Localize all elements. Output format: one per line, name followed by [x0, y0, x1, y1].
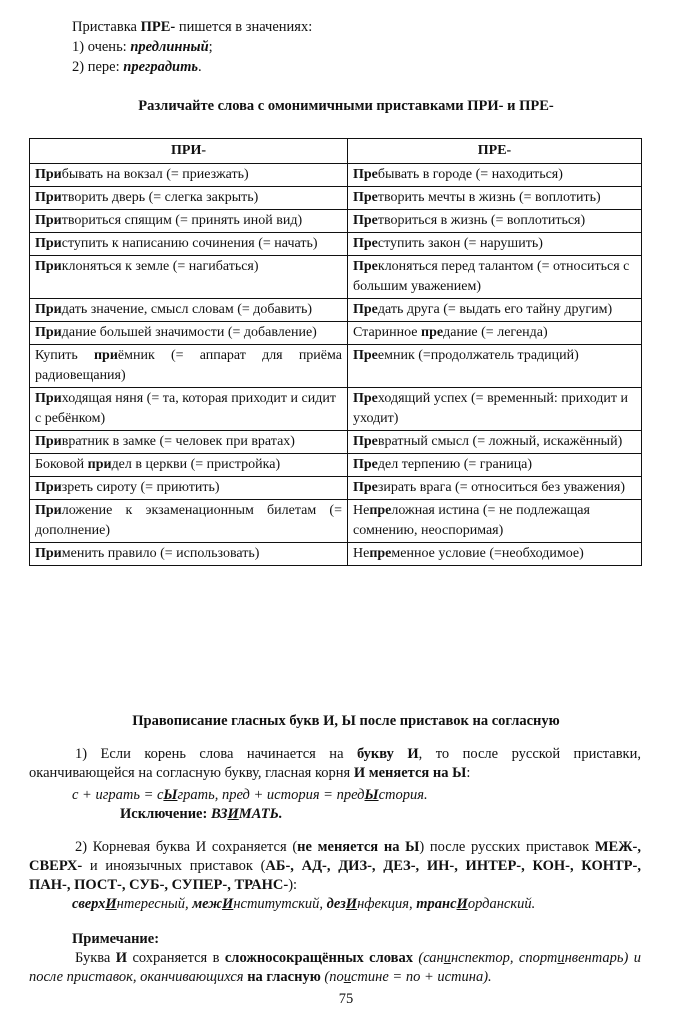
table-row — [30, 477, 642, 500]
table-row — [30, 164, 642, 187]
cell-pre: Превратный смысл (= ложный, искажённый) — [348, 431, 642, 454]
cell-pri: Приступить к написанию сочинения (= начать) — [30, 233, 348, 256]
table-row — [30, 543, 642, 566]
exception-line: Исключение: ВЗИМАТЬ. — [120, 806, 283, 822]
table-body — [30, 164, 642, 566]
table-row — [30, 454, 642, 477]
cell-pre: Старинное предание (= легенда) — [348, 322, 642, 345]
table-row — [30, 322, 642, 345]
table-row — [30, 187, 642, 210]
cell-pri: Боковой придел в церкви (= пристройка) — [30, 454, 348, 477]
cell-pre: Пребывать в городе (= находиться) — [348, 164, 642, 187]
page-number: 75 — [338, 991, 354, 1007]
section-heading: Правописание гласных букв И, Ы после приставок на согласную — [132, 713, 560, 729]
intro-line-1: Приставка ПРЕ- пишется в значениях: — [72, 19, 313, 35]
cell-pri: Применить правило (= использовать) — [30, 543, 348, 566]
cell-pri: Придать значение, смысл словам (= добавить) — [30, 299, 348, 322]
intro-line-2: 1) очень: предлинный; — [72, 39, 213, 55]
cell-pri: Притворить дверь (= слегка закрыть) — [30, 187, 348, 210]
cell-pre: Непременное условие (=необходимое) — [348, 543, 642, 566]
cell-pri: Приклоняться к земле (= нагибаться) — [30, 256, 348, 299]
header-pri: ПРИ- — [30, 139, 348, 164]
header-pre: ПРЕ- — [348, 139, 642, 164]
intro-block — [72, 18, 632, 78]
example-word: сверхИнтересный, — [72, 896, 193, 912]
cell-pri: Приходящая няня (= та, которая приходит и сидит с ребёнком) — [30, 388, 348, 431]
rule-1-paragraph: 1) Если корень слова начинается на букву И, то после русской приставки, оканчивающейся на согласную букву, гласная корня И меняется на Ы: — [29, 746, 641, 781]
cell-pri: Прибывать на вокзал (= приезжать) — [30, 164, 348, 187]
cell-pre: Претворить мечты в жизнь (= воплотить) — [348, 187, 642, 210]
cell-pre: Преемник (=продолжатель традиций) — [348, 345, 642, 388]
table-heading: Различайте слова с омонимичными приставками ПРИ- и ПРЕ- — [138, 98, 554, 114]
table-row — [30, 256, 642, 299]
table-row — [30, 299, 642, 322]
cell-pre: Преступить закон (= нарушить) — [348, 233, 642, 256]
cell-pre: Предать друга (= выдать его тайну другим) — [348, 299, 642, 322]
rule-2-paragraph: 2) Корневая буква И сохраняется (не меняется на Ы) после русских приставок МЕЖ-, СВЕРХ- и иноязычных приставок (АБ-, АД-, ДИЗ-, ДЕЗ-, ИН-, ИНТЕР-, КОН-, КОНТР-, ПАН-, ПОСТ-, СУБ-, СУПЕР-, ТРАНС-): — [29, 839, 641, 893]
prefix-table — [29, 138, 642, 566]
table-row — [30, 431, 642, 454]
table-row — [30, 345, 642, 388]
note-title: Примечание: — [72, 931, 160, 947]
cell-pre: Претвориться в жизнь (= воплотиться) — [348, 210, 642, 233]
intro-line-3: 2) пере: преградить. — [72, 59, 202, 75]
note-paragraph: Буква И сохраняется в сложносокращённых словах (санинспектор, спортинвентарь) и после приставок, оканчивающихся на гласную (поистине = по + истина). — [29, 950, 641, 985]
cell-pre: Презирать врага (= относиться без уважения) — [348, 477, 642, 500]
cell-pri: Придание большей значимости (= добавление) — [30, 322, 348, 345]
cell-pre: Преклоняться перед талантом (= относиться с большим уважением) — [348, 256, 642, 299]
cell-pre: Преходящий успех (= временный: приходит и уходит) — [348, 388, 642, 431]
table-row — [30, 233, 642, 256]
table-row — [30, 210, 642, 233]
cell-pri: Привратник в замке (= человек при вратах) — [30, 431, 348, 454]
cell-pre: Предел терпению (= граница) — [348, 454, 642, 477]
rule-2-examples — [72, 895, 535, 914]
table-row — [30, 388, 642, 431]
cell-pri: Призреть сироту (= приютить) — [30, 477, 348, 500]
cell-pri: Приложение к экзаменационным билетам (= дополнение) — [30, 500, 348, 543]
example-word: межИнститутский, — [192, 896, 327, 912]
cell-pre: Непреложная истина (= не подлежащая сомнению, неоспоримая) — [348, 500, 642, 543]
table-row — [30, 500, 642, 543]
example-word: дезИнфекция, — [326, 896, 417, 912]
rule-1-formula: с + играть = сЫграть, пред + история = предЫстория. — [72, 787, 428, 803]
cell-pri: Купить приёмник (= аппарат для приёма радиовещания) — [30, 345, 348, 388]
table-header-row — [30, 139, 642, 164]
cell-pri: Притвориться спящим (= принять иной вид) — [30, 210, 348, 233]
example-word: трансИорданский. — [416, 896, 536, 912]
